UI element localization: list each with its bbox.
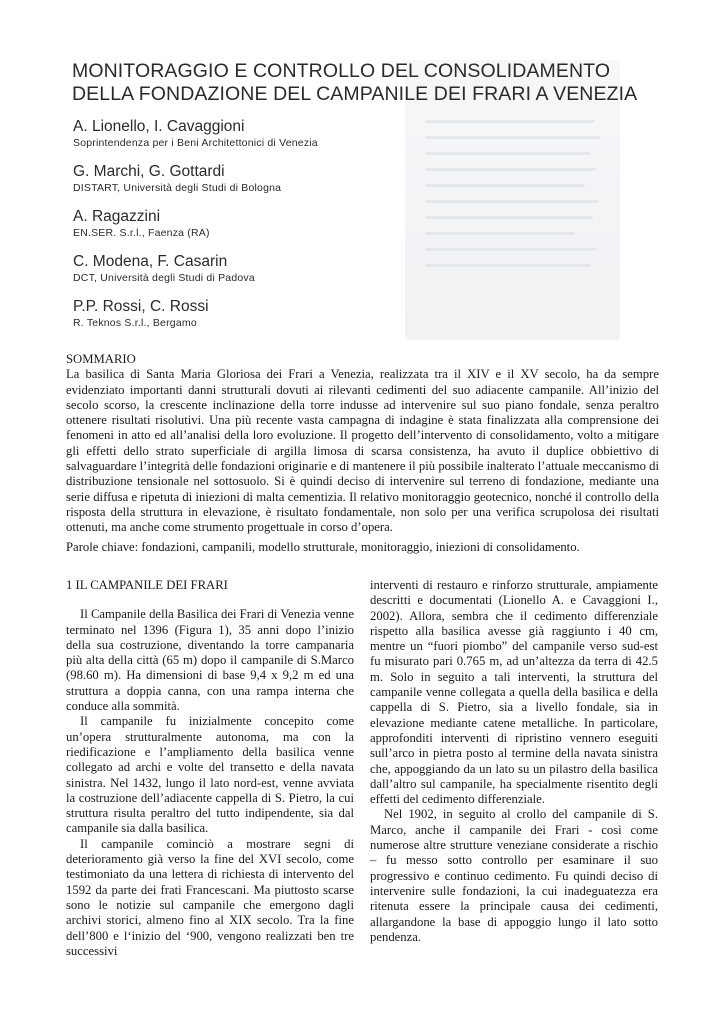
body-paragraph: interventi di restauro e rinforzo strutturale, ampiamente descritti e documentati (Lionello A. e Cavaggioni I., 2002). Allora, sembra che il cedimento differenziale rispetto alla basilica avesse già raggiunto i 40 cm, mentre un “fuori piombo” del campanile verso sud-est fu misurato pari 0.765 m, ad un’altezza da terra di 42.5 m. Solo in seguito a tali interventi, la struttura del campanile venne collegata a quella della basilica e della cappella di S. Pietro, sia a livello fondale, sia in elevazione mediante catene metalliche. In particolare, approfonditi interventi di ripristino vennero eseguiti sull’arco in pietra posto al termine della navata sinistra che, appoggiando da un lato su un pilastro della basilica dall’altro sul campanile, ha specialmente risentito degli effetti del cedimento differenziale. — [370, 578, 658, 807]
author-entry — [73, 252, 403, 285]
author-entry — [73, 207, 403, 240]
title-line: DELLA FONDAZIONE DEL CAMPANILE DEI FRARI A VENEZIA — [72, 83, 638, 105]
section-heading: 1 IL CAMPANILE DEI FRARI — [66, 578, 228, 592]
body-paragraph: Il campanile fu inizialmente concepito come un’opera strutturalmente autonoma, ma con la riedificazione e l’ampliamento della basilica venne collegato ad archi e volte del transetto e della navata sinistra. Nel 1432, lungo il lato nord-est, venne avviata la costruzione dell’adiacente cappella di S. Pietro, la cui struttura risulta peraltro del tutto indipendente, sia dal campanile sia dalla basilica. — [66, 714, 354, 836]
author-entry — [73, 297, 403, 330]
abstract-heading: SOMMARIO — [66, 352, 136, 366]
author-names: A. Ragazzini — [73, 208, 161, 225]
right-column — [370, 578, 658, 945]
body-paragraph: Il campanile cominciò a mostrare segni di deterioramento già verso la fine del XVI secolo, come testimoniato da una lettera di richiesta di intervento del 1592 da parte dei frati Francescani. Ma piuttosto scarse sono le notizie sul campanile che emergono dagli archivi storici, almeno fino al XIX secolo. Tra la fine dell’800 e l‘inizio del ‘900, vengono realizzati ben tre successivi — [66, 836, 354, 958]
author-entry — [73, 117, 403, 150]
abstract-text: La basilica di Santa Maria Gloriosa dei Frari a Venezia, realizzata tra il XIV e il XV secolo, ha da sempre evidenziato importanti danni strutturali dovuti ai rilevanti cedimenti del suo adiacente campanile. All’inizio del secolo scorso, la crescente inclinazione della torre indusse ad intervenire sul suo piano fondale, senza peraltro ottenere risultati risolutivi. Una più recente vasta campagna di indagine è stata finalizzata alla comprensione dei fenomeni in atto ed all’analisi della loro evoluzione. Il progetto dell’intervento di consolidamento, volto a mitigare gli effetti dello strato superficiale di argilla limosa di scarsa consistenza, ha avuto il duplice obbiettivo di salvaguardare l’integrità delle fondazioni originarie e di mantenere il più possibile inalterato l’attuale meccanismo di distribuzione tensionale nel sottosuolo. Si è quindi deciso di intervenire sul terreno di fondazione, mediante una serie diffusa e ripetuta di iniezioni di malta cementizia. Il relativo monitoraggio geotecnico, nonché il controllo della risposta della struttura in elevazione, è risultato fondamentale, non solo per una verifica scrupolosa dei risultati ottenuti, ma anche come strumento progettuale in corso d’opera. — [66, 367, 659, 535]
author-entry — [73, 162, 403, 195]
author-names: G. Marchi, G. Gottardi — [73, 163, 225, 180]
left-column — [66, 578, 354, 959]
author-names: P.P. Rossi, C. Rossi — [73, 298, 209, 315]
author-list — [73, 117, 403, 342]
body-paragraph: Nel 1902, in seguito al crollo del campanile di S. Marco, anche il campanile dei Frari - così come numerose altre strutture veneziane considerate a rischio – fu messo sotto controllo per esaminare il suo progressivo e continuo cedimento. Fu quindi deciso di intervenire sulle fondazioni, la cui inadeguatezza era ritenuta essere la principale causa dei cedimenti, allargandone la base di appoggio lungo il lato sotto pendenza. — [370, 807, 658, 944]
abstract — [66, 352, 659, 536]
author-names: C. Modena, F. Casarin — [73, 253, 228, 270]
author-affiliation: DCT, Università degli Studi di Padova — [73, 272, 255, 284]
author-affiliation: Soprintendenza per i Beni Architettonici di Venezia — [73, 137, 318, 149]
author-names: A. Lionello, I. Cavaggioni — [73, 118, 245, 135]
title-line: MONITORAGGIO E CONTROLLO DEL CONSOLIDAMENTO — [72, 60, 611, 82]
author-affiliation: R. Teknos S.r.l., Bergamo — [73, 317, 197, 329]
body-paragraph: Il Campanile della Basilica dei Frari di Venezia venne terminato nel 1396 (Figura 1), 35 anni dopo l’inizio della sua costruzione, diventando la torre campanaria più alta della città (65 m) dopo il campanile di S.Marco (98.60 m). Ha dimensioni di base 9,4 x 9,2 m ed una struttura a doppia canna, con una rampa interna che conduce alla sommità. — [66, 607, 354, 714]
author-affiliation: DISTART, Università degli Studi di Bologna — [73, 182, 282, 194]
paper-title — [72, 60, 638, 106]
author-affiliation: EN.SER. S.r.l., Faenza (RA) — [73, 227, 210, 239]
keywords: Parole chiave: fondazioni, campanili, modello strutturale, monitoraggio, iniezioni di consolidamento. — [66, 540, 580, 554]
